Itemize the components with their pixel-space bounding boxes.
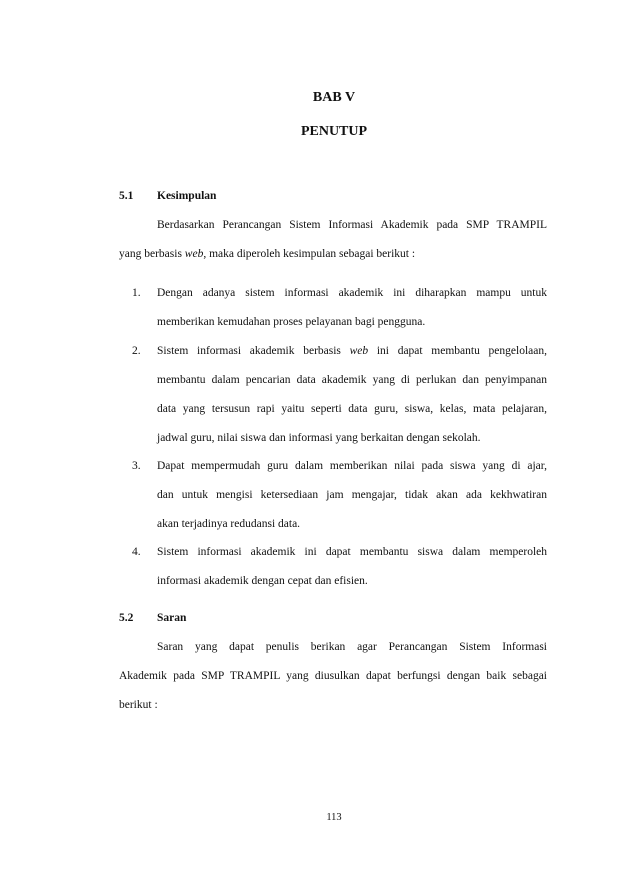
list-item-4-line-1: Sistem informasi akademik ini dapat membantu siswa dalam memperoleh — [157, 546, 547, 558]
list-item-2-line-3: data yang tersusun rapi yaitu seperti data guru, siswa, kelas, mata pelajaran, — [157, 403, 547, 415]
list-item-2-line-2: membantu dalam pencarian data akademik yang di perlukan dan penyimpanan — [157, 374, 547, 386]
saran-line-3: berikut : — [119, 699, 158, 711]
list-item-2-line-4: jadwal guru, nilai siswa dan informasi yang berkaitan dengan sekolah. — [157, 432, 481, 444]
intro-line-1: Berdasarkan Perancangan Sistem Informasi Akademik pada SMP TRAMPIL — [157, 219, 547, 231]
list-item-3-line-2: dan untuk mengisi ketersediaan jam mengajar, tidak akan ada kekhwatiran — [157, 489, 547, 501]
intro-line-2: yang berbasis web, maka diperoleh kesimpulan sebagai berikut : — [119, 248, 416, 260]
section-heading-5-1 — [119, 190, 216, 202]
section-title: Kesimpulan — [157, 190, 217, 202]
section-title: Saran — [157, 612, 187, 624]
chapter-label: BAB V — [312, 90, 356, 105]
section-heading-5-2 — [119, 612, 186, 624]
page-number: 113 — [326, 812, 342, 823]
list-item-3-line-3: akan terjadinya redudansi data. — [157, 518, 301, 530]
saran-line-2: Akademik pada SMP TRAMPIL yang diusulkan dapat berfungsi dengan baik sebagai — [119, 670, 547, 682]
list-item-3-line-1: Dapat mempermudah guru dalam memberikan nilai pada siswa yang di ajar, — [157, 460, 547, 472]
list-item-number: 4. — [132, 546, 141, 558]
list-item-number: 2. — [132, 345, 141, 357]
list-item-number: 3. — [132, 460, 141, 472]
italic-term-web: web — [184, 248, 204, 260]
list-item-1-line-1: Dengan adanya sistem informasi akademik ini diharapkan mampu untuk — [157, 287, 547, 299]
saran-line-1: Saran yang dapat penulis berikan agar Perancangan Sistem Informasi — [157, 641, 547, 653]
chapter-title: PENUTUP — [300, 124, 368, 139]
section-number: 5.1 — [119, 190, 134, 202]
list-item-2-line-1: Sistem informasi akademik berbasis web ini dapat membantu pengelolaan, — [157, 345, 547, 357]
italic-term-web: web — [349, 345, 369, 357]
section-number: 5.2 — [119, 612, 134, 624]
list-item-4-line-2: informasi akademik dengan cepat dan efisien. — [157, 575, 368, 587]
list-item-1-line-2: memberikan kemudahan proses pelayanan bagi pengguna. — [157, 316, 426, 328]
list-item-number: 1. — [132, 287, 141, 299]
